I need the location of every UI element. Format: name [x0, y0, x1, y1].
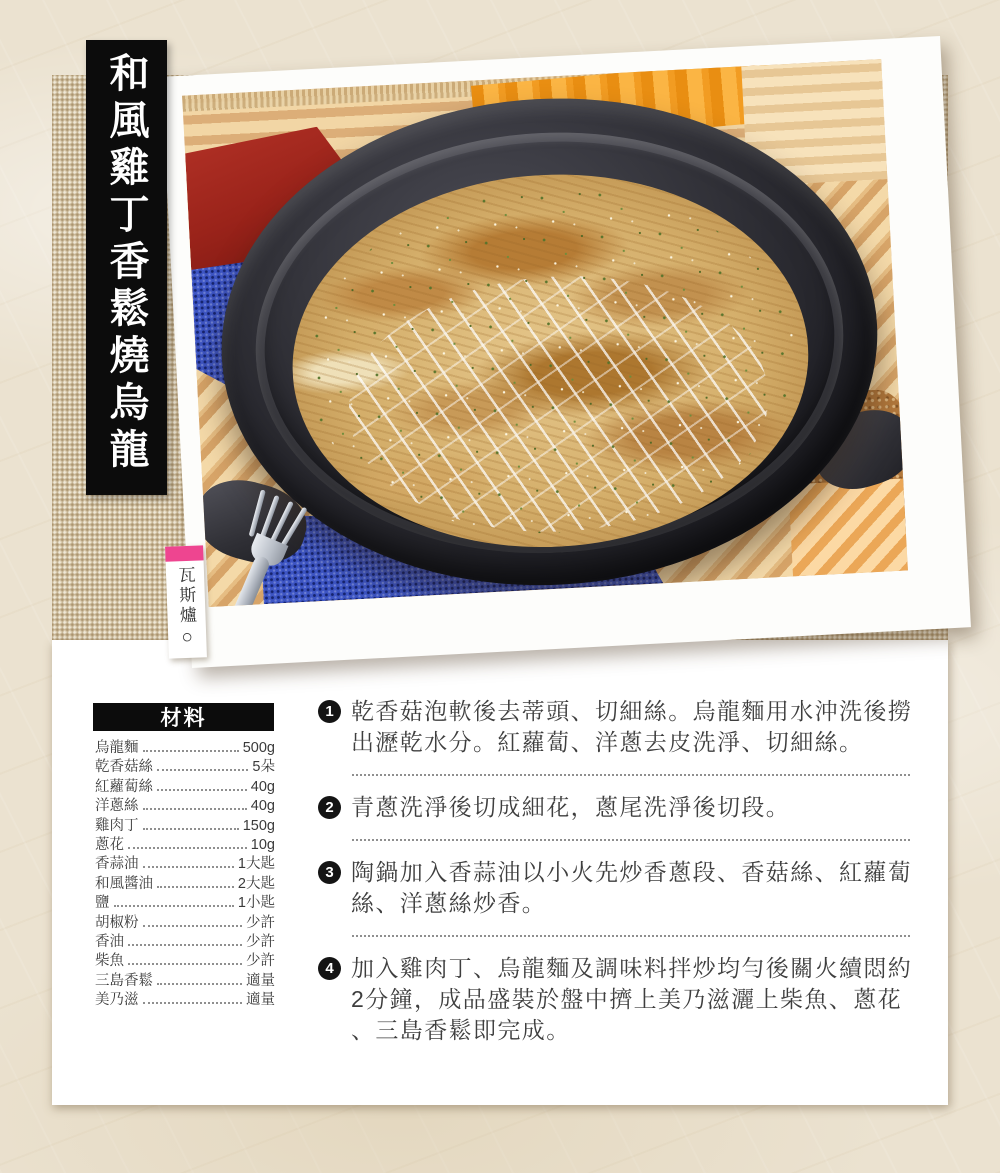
ingredient-name: 烏龍麵 — [95, 740, 139, 756]
ingredient-name: 香蒜油 — [95, 856, 139, 873]
page-title: 和風雞丁香鬆燒烏龍 — [103, 52, 150, 475]
ingredient-name: 香油 — [95, 933, 124, 950]
step-text: 加入雞肉丁、烏龍麵及調味料拌炒均勻後關火續悶約2分鐘，成品盛裝於盤中擠上美乃滋灑上柴魚、蔥花、三島香鬆即完成。 — [351, 955, 913, 1043]
ingredient-amount: 少許 — [246, 933, 275, 950]
ingredient-row — [95, 952, 275, 971]
ingredient-name: 和風醬油 — [95, 875, 153, 892]
dot-leader — [157, 769, 248, 771]
recipe-step — [318, 857, 914, 919]
dot-leader — [114, 905, 234, 907]
ingredient-amount: 少許 — [246, 914, 275, 931]
dish-photo-polaroid — [161, 36, 971, 668]
ingredient-row — [95, 797, 275, 816]
ingredient-name: 洋蔥絲 — [95, 798, 139, 815]
ingredient-name: 胡椒粉 — [95, 914, 139, 931]
dot-leader — [128, 847, 247, 849]
ingredient-amount: 適量 — [246, 972, 275, 989]
recipe-step — [318, 792, 914, 823]
ingredient-row — [95, 836, 275, 855]
dot-leader — [143, 750, 239, 752]
ingredient-row — [95, 778, 275, 797]
title-banner — [86, 40, 167, 495]
ingredient-row — [95, 933, 275, 952]
recipe-step — [318, 953, 914, 1046]
ingredient-row — [95, 739, 275, 758]
ingredient-row — [95, 855, 275, 874]
ingredient-amount: 5朵 — [252, 759, 275, 776]
dot-leader — [157, 789, 247, 791]
dot-leader — [157, 983, 242, 985]
recipe-step — [318, 696, 914, 758]
dot-leader — [143, 1002, 243, 1004]
ingredient-amount: 10g — [250, 836, 275, 853]
ingredient-amount: 1大匙 — [237, 856, 275, 873]
dot-leader — [143, 866, 234, 868]
ingredient-row — [95, 991, 275, 1010]
steps-list — [318, 696, 914, 1062]
step-separator — [352, 774, 910, 776]
step-text: 乾香菇泡軟後去蒂頭、切細絲。烏龍麵用水沖洗後撈出瀝乾水分。紅蘿蔔、洋蔥去皮洗淨、切細絲。 — [351, 698, 913, 755]
ingredient-amount: 2大匙 — [237, 875, 275, 892]
ingredient-row — [95, 817, 275, 836]
ingredient-amount: 150g — [242, 817, 275, 834]
ingredient-row — [95, 758, 275, 777]
dot-leader — [143, 808, 247, 810]
ingredient-name: 美乃滋 — [95, 992, 139, 1009]
step-separator — [352, 839, 910, 841]
ingredient-amount: 500g — [242, 740, 275, 756]
ingredient-amount: 適量 — [246, 992, 275, 1009]
ingredient-row — [95, 914, 275, 933]
ingredient-row — [95, 875, 275, 894]
ingredient-name: 三島香鬆 — [95, 972, 153, 989]
ingredient-name: 雞肉丁 — [95, 817, 139, 834]
step-text: 青蔥洗淨後切成細花，蔥尾洗淨後切段。 — [351, 794, 791, 820]
gas-stove-mark: ○ — [181, 626, 194, 649]
ingredient-amount: 40g — [250, 798, 275, 815]
step-number-badge: 3 — [318, 861, 341, 884]
ingredient-name: 蔥花 — [95, 836, 124, 853]
gas-stove-tag — [165, 545, 207, 658]
step-number-badge: 1 — [318, 700, 341, 723]
step-number-badge: 4 — [318, 957, 341, 980]
dot-leader — [143, 828, 239, 830]
ingredient-amount: 40g — [250, 778, 275, 795]
ingredient-row — [95, 972, 275, 991]
ingredient-amount: 少許 — [246, 953, 275, 970]
ingredient-name: 紅蘿蔔絲 — [95, 778, 153, 795]
ingredient-amount: 1小匙 — [237, 895, 275, 912]
ingredient-name: 鹽 — [95, 895, 110, 912]
dot-leader — [128, 963, 242, 965]
step-number-badge: 2 — [318, 796, 341, 819]
materials-header: 材料 — [93, 703, 274, 731]
ingredients-list — [95, 739, 275, 1010]
ingredient-name: 乾香菇絲 — [95, 759, 153, 776]
ingredient-name: 柴魚 — [95, 953, 124, 970]
tag-pink-band — [165, 545, 204, 561]
dot-leader — [157, 886, 234, 888]
dish-photo — [182, 59, 908, 607]
step-separator — [352, 935, 910, 937]
ingredient-row — [95, 894, 275, 913]
bamboo-mat-bottom-right — [788, 479, 908, 577]
dot-leader — [128, 944, 242, 946]
step-text: 陶鍋加入香蒜油以小火先炒香蔥段、香菇絲、紅蘿蔔絲、洋蔥絲炒香。 — [351, 859, 913, 916]
dot-leader — [143, 925, 243, 927]
tag-label: 瓦斯爐 — [175, 565, 197, 627]
